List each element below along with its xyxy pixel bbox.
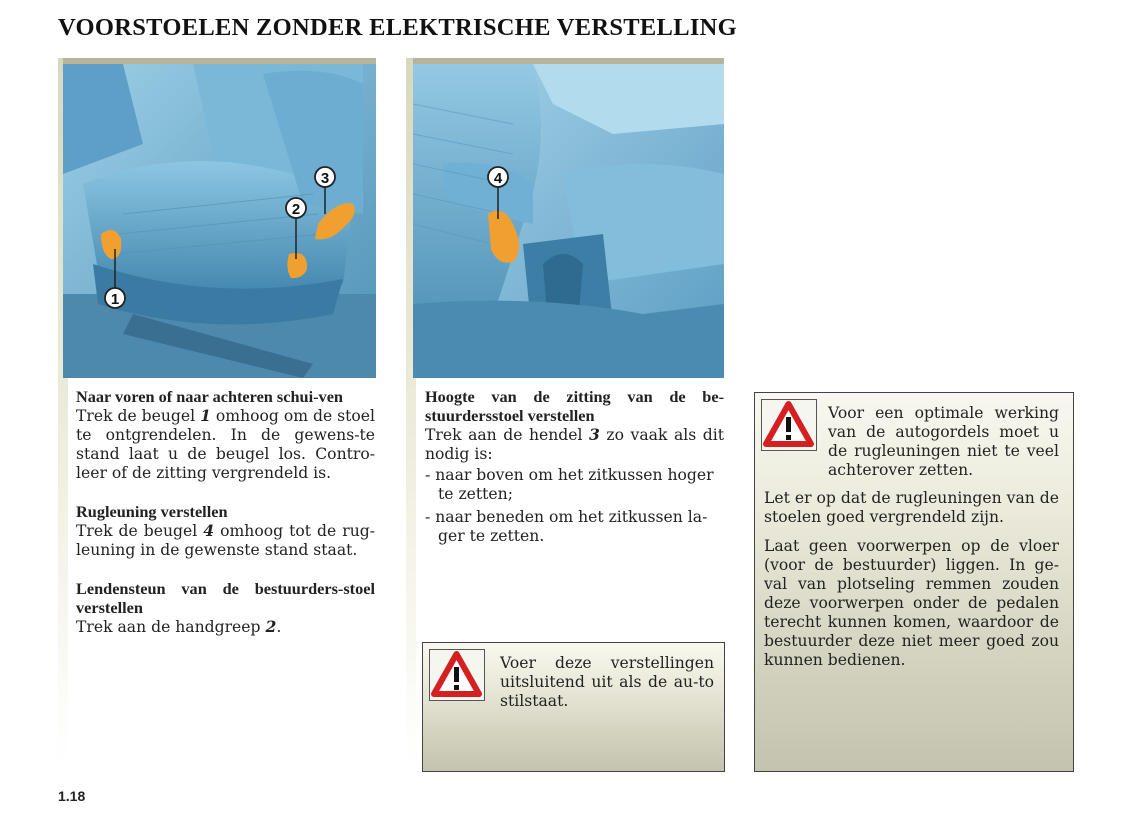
photo-seat-side — [63, 58, 376, 378]
section-schuiven — [76, 387, 375, 483]
svg-text:3: 3 — [320, 170, 330, 187]
reference-number: 2 — [265, 617, 277, 636]
warning-text: Voor een optimale werking van de autogordels moet u de rugleuningen niet te veel achterover zetten. — [828, 404, 1059, 479]
section-heading: Naar voren of naar achteren schui-ven — [76, 387, 343, 406]
section-heading: Lendensteun van de bestuurders-stoel verstellen — [76, 579, 375, 617]
photo-seat-armrest — [413, 58, 724, 378]
callout-3 — [315, 167, 335, 187]
warning-triangle-icon — [761, 399, 817, 451]
reference-number: 1 — [200, 406, 211, 425]
body-text: Trek aan de handgreep — [76, 618, 266, 636]
column-left-text — [76, 387, 375, 656]
column-middle-text — [425, 387, 724, 546]
callout-2 — [286, 198, 306, 218]
section-heading: Rugleuning verstellen — [76, 502, 228, 521]
warning-text: Voer deze verstellingen uitsluitend uit als de au-to stilstaat. — [500, 654, 714, 710]
section-body — [76, 617, 375, 637]
body-text: . — [276, 618, 282, 636]
section-lendensteun — [76, 579, 375, 637]
body-text: zo vaak als dit nodig is: — [425, 426, 724, 463]
callout-1 — [105, 288, 125, 308]
body-text: Trek de beugel — [76, 407, 201, 425]
warning-box-stilstand — [422, 642, 725, 772]
warning-triangle-icon — [429, 649, 485, 701]
section-rugleuning — [76, 502, 375, 560]
reference-number: 3 — [589, 425, 600, 444]
body-text: Trek de beugel — [76, 522, 204, 540]
body-text: omhoog tot de rug-leuning in de gewenste stand staat. — [76, 522, 375, 559]
section-intro — [425, 425, 724, 464]
reference-number: 4 — [203, 521, 215, 540]
list-item: - naar boven om het zitkussen hoger te zetten; — [425, 466, 714, 503]
callout-4 — [488, 167, 508, 187]
warning-box-rugleuningen — [754, 392, 1074, 772]
section-body — [76, 406, 375, 483]
svg-text:4: 4 — [493, 170, 503, 187]
page-number: 1.18 — [58, 788, 86, 804]
paragraph-voorwerpen: Laat geen voorwerpen op de vloer (voor de bestuurder) liggen. In ge-val van plotseling remmen zouden deze voorwerpen onder de pedalen terecht kunnen komen, waardoor de bestuurder deze niet meer goed zou kunnen bedienen. — [764, 537, 1059, 669]
section-body — [76, 521, 375, 560]
body-text: omhoog om de stoel te ontgrendelen. In de gewens-te stand laat u de beugel los. Contro-leer of de zitting vergrendeld is. — [76, 407, 375, 482]
svg-text:1: 1 — [110, 291, 120, 308]
svg-text:2: 2 — [291, 201, 301, 218]
paragraph-vergrendeld: Let er op dat de rugleuningen van de stoelen goed vergrendeld zijn. — [764, 489, 1059, 526]
page-title: VOORSTOELEN ZONDER ELEKTRISCHE VERSTELLING — [58, 14, 738, 41]
body-text: Trek aan de hendel — [425, 426, 590, 444]
section-heading: Hoogte van de zitting van de be-stuurdersstoel verstellen — [425, 387, 724, 425]
list-item: - naar beneden om het zitkussen la-ger te zetten. — [425, 508, 708, 545]
